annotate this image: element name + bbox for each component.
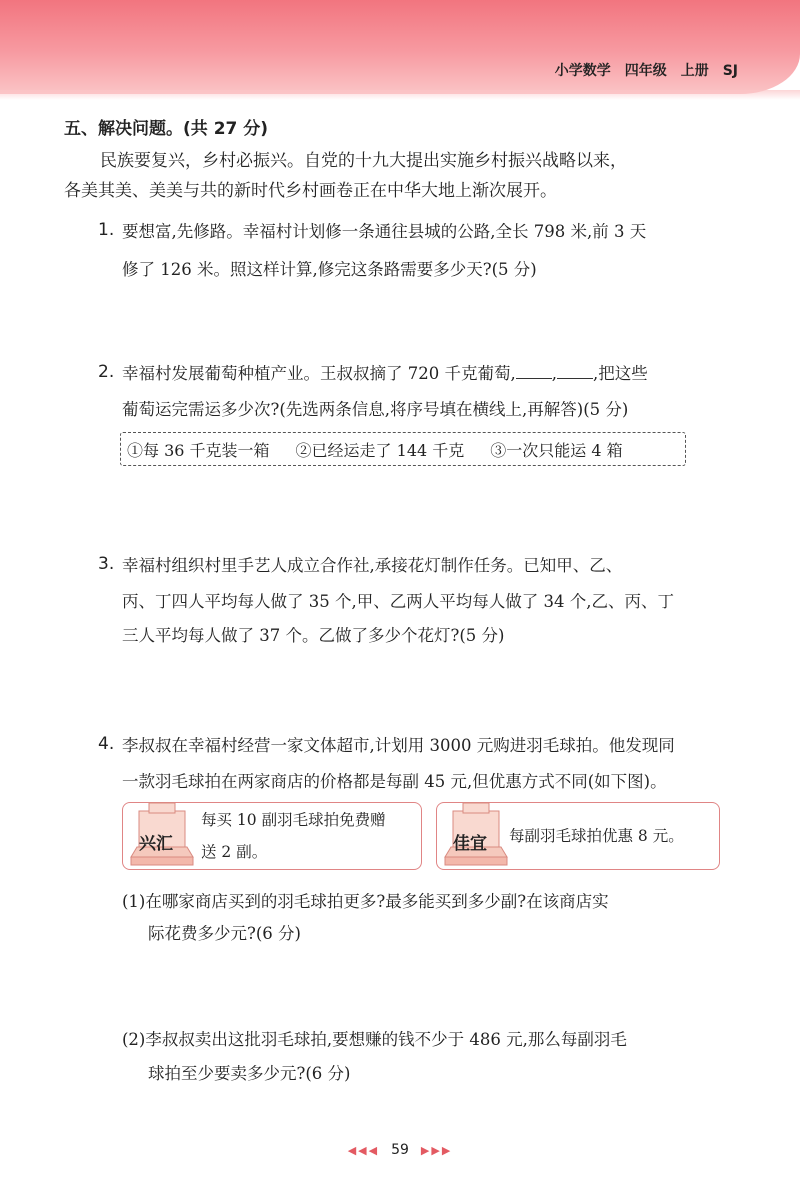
question-2-line-1 bbox=[122, 360, 648, 384]
info-option-2: ②已经运走了 144 千克 bbox=[295, 440, 465, 460]
question-2-text-b: ,把这些 bbox=[592, 364, 648, 383]
shop-name-xinghui: 兴汇 bbox=[139, 834, 173, 854]
question-4-sub-1-line-2: 际花费多少元?(6 分) bbox=[148, 924, 301, 943]
shop-xinghui-offer-line-1: 每买 10 副羽毛球拍免费赠 bbox=[201, 811, 386, 829]
question-4-number: 4. bbox=[98, 734, 115, 754]
info-option-3: ③一次只能运 4 箱 bbox=[490, 440, 623, 460]
page-footer bbox=[0, 1142, 800, 1158]
question-1-line-1: 要想富,先修路。幸福村计划修一条通往县城的公路,全长 798 米,前 3 天 bbox=[122, 222, 647, 241]
question-3-line-3: 三人平均每人做了 37 个。乙做了多少个花灯?(5 分) bbox=[122, 626, 505, 645]
left-arrows-icon: ◀◀◀ bbox=[347, 1144, 380, 1157]
shop-card-jiayi bbox=[436, 802, 720, 870]
question-2-number: 2. bbox=[98, 362, 115, 382]
question-2-separator: , bbox=[551, 364, 557, 383]
shop-jiayi-offer: 每副羽毛球拍优惠 8 元。 bbox=[509, 827, 684, 845]
question-4-sub-1-line-1: (1)在哪家商店买到的羽毛球拍更多?最多能买到多少副?在该商店实 bbox=[122, 892, 609, 911]
right-arrows-icon: ▶▶▶ bbox=[420, 1144, 453, 1157]
page-number: 59 bbox=[391, 1142, 409, 1158]
intro-line-1: 民族要复兴，乡村必振兴。自党的十九大提出实施乡村振兴战略以来， bbox=[100, 151, 627, 171]
question-3-line-2: 丙、丁四人平均每人做了 35 个,甲、乙两人平均每人做了 34 个,乙、丙、丁 bbox=[122, 592, 674, 611]
question-3-line-1: 幸福村组织村里手艺人成立合作社,承接花灯制作任务。已知甲、乙、 bbox=[122, 556, 623, 575]
shop-name-jiayi: 佳宜 bbox=[453, 834, 487, 854]
shop-card-xinghui bbox=[122, 802, 422, 870]
question-1-number: 1. bbox=[98, 220, 115, 240]
answer-blank-2[interactable] bbox=[557, 364, 593, 379]
question-1-line-2: 修了 126 米。照这样计算,修完这条路需要多少天?(5 分) bbox=[122, 260, 537, 279]
question-2-text-a: 幸福村发展葡萄种植产业。王叔叔摘了 720 千克葡萄, bbox=[122, 364, 516, 383]
question-4-sub-2-line-2: 球拍至少要卖多少元?(6 分) bbox=[148, 1064, 351, 1083]
info-option-1: ①每 36 千克装一箱 bbox=[127, 440, 270, 460]
info-options-box bbox=[120, 432, 686, 466]
question-2-line-2: 葡萄运完需运多少次?(先选两条信息,将序号填在横线上,再解答)(5 分) bbox=[122, 400, 629, 419]
question-4-sub-2-line-1: (2)李叔叔卖出这批羽毛球拍,要想赚的钱不少于 486 元,那么每副羽毛 bbox=[122, 1030, 627, 1049]
question-4-line-1: 李叔叔在幸福村经营一家文体超市,计划用 3000 元购进羽毛球拍。他发现同 bbox=[122, 736, 675, 755]
shop-xinghui-offer-line-2: 送 2 副。 bbox=[201, 843, 268, 861]
question-4-line-2: 一款羽毛球拍在两家商店的价格都是每副 45 元,但优惠方式不同(如下图)。 bbox=[122, 772, 667, 791]
section-title: 五、解决问题。(共 27 分) bbox=[64, 119, 269, 139]
question-3-number: 3. bbox=[98, 554, 115, 574]
answer-blank-1[interactable] bbox=[516, 364, 552, 379]
book-subject-label: 小学数学 四年级 上册 SJ bbox=[554, 63, 738, 79]
intro-line-2: 各美其美、美美与共的新时代乡村画卷正在中华大地上渐次展开。 bbox=[64, 181, 557, 201]
